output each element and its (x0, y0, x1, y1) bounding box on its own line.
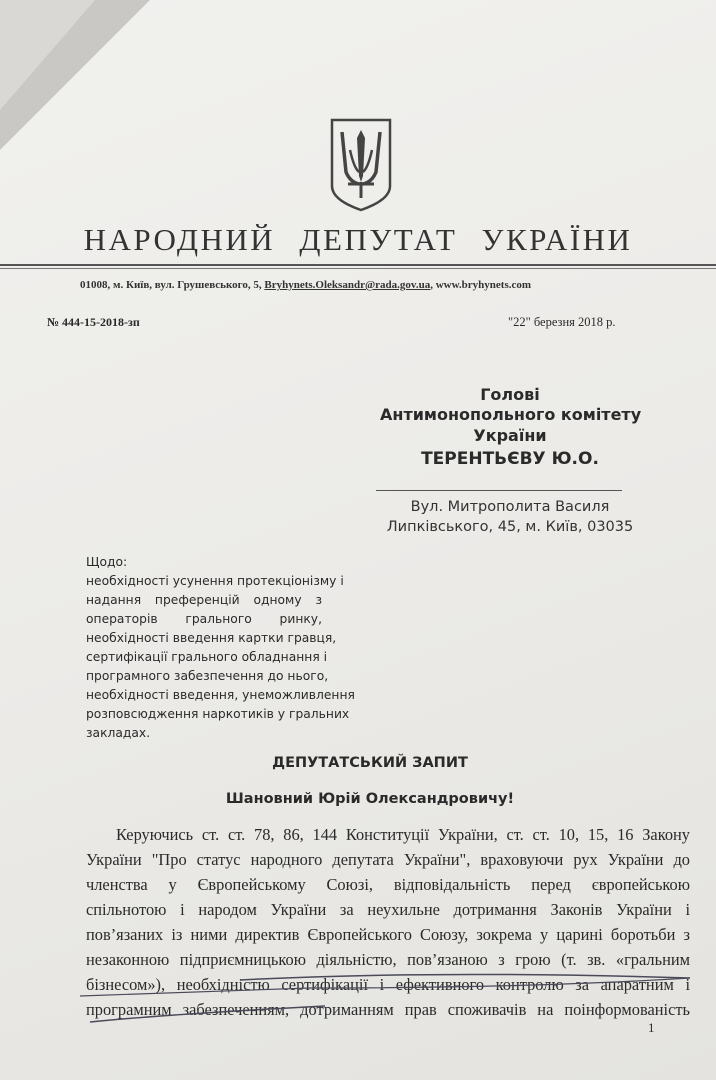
subject-block (86, 553, 355, 743)
subject-line: надання преференцій одному з (86, 593, 322, 607)
subject-line: програмного забезпечення до нього, (86, 669, 329, 683)
salutation: Шановний Юрій Олександровичу! (225, 791, 515, 807)
body-line: бізнесом»), необхідністю сертифікації і ефективного контролю за апаратним і (86, 975, 690, 994)
subject-line: необхідності введення, унеможливлення (86, 688, 355, 702)
body-line: незаконною підприємницькою діяльністю, пов’язаною з грою (т. зв. «гральним (86, 950, 690, 969)
subject-line: закладах. (86, 726, 151, 740)
body-line: програмним забезпеченням, дотриманням прав споживачів на поінформованість (86, 1000, 690, 1019)
website-link[interactable]: , www.bryhynets.com (430, 279, 532, 291)
addressee-line: Антимонопольного комітету (380, 405, 642, 424)
reference-number: № 444-15-2018-зп (47, 315, 140, 329)
addressee-line: Голові (480, 385, 540, 404)
body-line: спільнотою і народом України за неухильне дотримання Законів України і (86, 900, 690, 919)
document-heading: ДЕПУТАТСЬКИЙ ЗАПИТ (272, 755, 468, 771)
body-line: Керуючись ст. ст. 78, 86, 144 Конституції України, ст. ст. 10, 15, 16 Закону (116, 825, 690, 844)
folded-corner-shadow (0, 0, 95, 110)
letter-date: "22" березня 2018 р. (508, 315, 616, 329)
addressee-name: ТЕРЕНТЬЄВУ Ю.О. (421, 449, 599, 469)
letterhead-title: НАРОДНИЙ ДЕПУТАТ УКРАЇНИ (83, 222, 633, 257)
letterhead-divider-thin (0, 268, 716, 269)
letterhead-divider (0, 264, 716, 266)
subject-label: Щодо: (86, 555, 128, 569)
letterhead-address (80, 278, 531, 292)
addressee-divider (376, 490, 622, 491)
address-text: 01008, м. Київ, вул. Грушевського, 5, (80, 279, 262, 291)
email-link[interactable]: Bryhynets.Oleksandr@rada.gov.ua (264, 279, 431, 291)
subject-line: розповсюдження наркотиків у гральних (86, 707, 350, 721)
subject-line: необхідності усунення протекціонізму і (86, 574, 344, 588)
body-line: пов’язаних із ними директив Європейського Союзу, зокрема у царині боротьби з (86, 925, 690, 944)
trident-emblem-icon (326, 116, 396, 212)
pen-underline-mark (230, 958, 700, 1028)
addressee-street: Вул. Митрополита Василя (410, 499, 610, 515)
subject-line: операторів грального ринку, (86, 612, 322, 626)
subject-line: необхідності введення картки гравця, (86, 631, 337, 645)
addressee-street: Липківського, 45, м. Київ, 03035 (386, 519, 634, 535)
subject-line: сертифікації грального обладнання і (86, 650, 328, 664)
addressee-line: України (473, 426, 547, 445)
page-number: 1 (648, 1020, 655, 1035)
body-line: України "Про статус народного депутата України", враховуючи рух України до (86, 850, 690, 869)
body-line: членства у Європейському Союзі, відповідальність перед європейською (86, 875, 690, 894)
